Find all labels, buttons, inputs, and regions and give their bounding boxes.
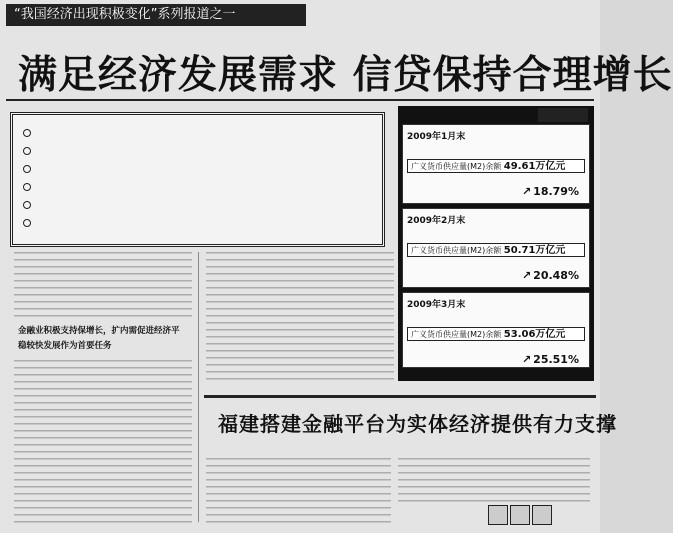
column-divider xyxy=(198,252,199,522)
circle-bullet-icon xyxy=(23,147,31,155)
stat-growth: ↗ 18.79% xyxy=(521,185,579,198)
stat-date: 2009年1月末 xyxy=(407,132,466,142)
stat-date: 2009年2月末 xyxy=(407,216,466,226)
second-article-rule xyxy=(204,395,596,398)
stat-line: 广义货币供应量(M2)余额 49.61万亿元 xyxy=(407,159,585,173)
stat-panel-feb xyxy=(402,208,590,288)
summary-item xyxy=(23,219,39,227)
circle-bullet-icon xyxy=(23,165,31,173)
main-headline: 满足经济发展需求 信贷保持合理增长 xyxy=(18,53,673,98)
summary-box xyxy=(10,112,385,247)
second-headline: 福建搭建金融平台为实体经济提供有力支撑 xyxy=(218,412,617,436)
stat-growth: ↗ 25.51% xyxy=(521,353,579,366)
newspaper-logo xyxy=(538,108,588,122)
circle-bullet-icon xyxy=(23,129,31,137)
article-text-block xyxy=(206,458,391,526)
stamp-group xyxy=(488,505,554,529)
article-text-block xyxy=(398,458,590,503)
stamp xyxy=(532,505,552,525)
stat-value: 50.71万亿元 xyxy=(503,245,566,256)
summary-item xyxy=(23,147,39,155)
stat-panel-mar xyxy=(402,292,590,368)
stat-line: 广义货币供应量(M2)余额 53.06万亿元 xyxy=(407,327,585,341)
summary-item xyxy=(23,129,39,137)
article-subhead: 金融业积极支持保增长，扩内需促进经济平稳较快发展作为首要任务 xyxy=(18,326,180,351)
article-text-block xyxy=(14,252,192,320)
up-arrow-icon: ↗ xyxy=(521,185,532,198)
stat-growth: ↗ 20.48% xyxy=(521,269,579,282)
circle-bullet-icon xyxy=(23,201,31,209)
summary-item xyxy=(23,183,39,191)
stamp xyxy=(510,505,530,525)
summary-item xyxy=(23,201,39,209)
series-tag: “我国经济出现积极变化”系列报道之一 xyxy=(6,4,306,26)
circle-bullet-icon xyxy=(23,183,31,191)
summary-item xyxy=(23,165,39,173)
stats-column xyxy=(398,106,594,381)
stat-panel-jan xyxy=(402,124,590,204)
up-arrow-icon: ↗ xyxy=(521,269,532,282)
stat-value: 53.06万亿元 xyxy=(503,329,566,340)
stat-value: 49.61万亿元 xyxy=(503,161,566,172)
circle-bullet-icon xyxy=(23,219,31,227)
up-arrow-icon: ↗ xyxy=(521,353,532,366)
article-text-block xyxy=(14,360,192,525)
headline-rule xyxy=(6,99,594,101)
stamp xyxy=(488,505,508,525)
stat-line: 广义货币供应量(M2)余额 50.71万亿元 xyxy=(407,243,585,257)
article-text-block xyxy=(206,252,394,382)
stat-date: 2009年3月末 xyxy=(407,300,466,310)
